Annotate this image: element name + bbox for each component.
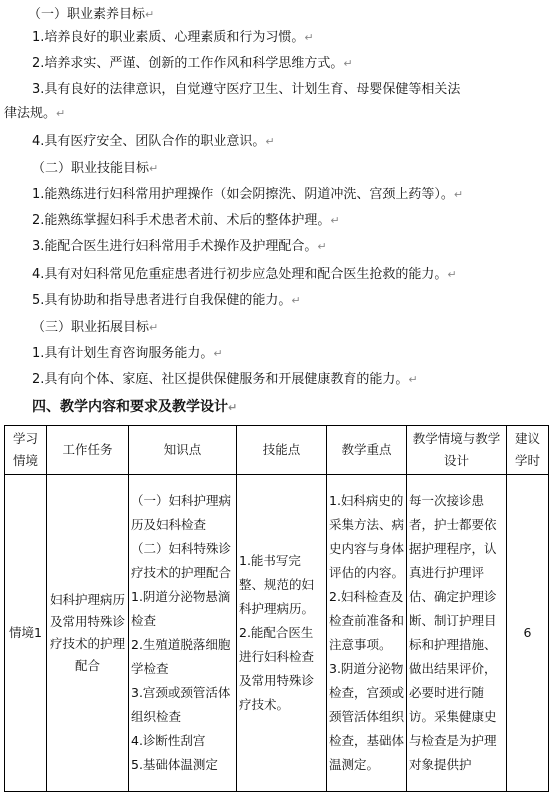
section-heading-1: （一）职业素养目标↵	[28, 7, 155, 22]
cell-task: 妇科护理病历及常用特殊诊疗技术的护理配合	[47, 475, 129, 792]
header-design: 教学情境与教学设计	[407, 426, 507, 475]
knowledge-item: （一）妇科护理病历及妇科检查	[131, 493, 232, 532]
header-focus: 教学重点	[327, 426, 407, 475]
cell-focus	[327, 475, 407, 792]
table-heading: 四、教学内容和要求及教学设计↵	[32, 399, 238, 415]
s2-item-5: 5.具有协助和指导患者进行自我保健的能力。↵	[32, 293, 301, 308]
cell-design	[407, 475, 507, 792]
knowledge-item: 1.阴道分泌物悬滴检查	[131, 589, 231, 628]
s3-item-2: 2.具有向个体、家庭、社区提供保健服务和开展健康教育的能力。↵	[32, 372, 418, 387]
skill-item: 2.能配合医生进行妇科检查及常用特殊诊疗技术。	[239, 625, 315, 712]
skill-item: 1.能书写完整、规范的妇科护理病历。	[239, 553, 315, 616]
cell-hours: 6	[507, 475, 549, 792]
s2-item-2: 2.能熟练掌握妇科手术患者术前、术后的整体护理。↵	[32, 213, 340, 228]
s1-item-3: 3.具有良好的法律意识，自觉遵守医疗卫生、计划生育、母婴保健等相关法	[32, 82, 461, 97]
s1-item-3-cont: 律法规。↵	[4, 106, 66, 121]
header-task: 工作任务	[47, 426, 129, 475]
header-skills: 技能点	[237, 426, 327, 475]
knowledge-item: 3.宫颈或颈管活体组织检查	[131, 685, 231, 724]
s1-item-2: 2.培养求实、严谨、创新的工作作风和科学思维方式。↵	[32, 56, 353, 71]
knowledge-item: 4.诊断性刮宫	[131, 733, 206, 748]
cell-situation: 情境1	[5, 475, 47, 792]
section-heading-3: （三）职业拓展目标↵	[32, 320, 159, 335]
knowledge-item: 5.基础体温测定	[131, 757, 218, 772]
cell-skills	[237, 475, 327, 792]
header-knowledge: 知识点	[129, 426, 237, 475]
s1-item-4: 4.具有医疗安全、团队合作的职业意识。↵	[32, 134, 275, 149]
s2-item-1: 1.能熟练进行妇科常用护理操作（如会阴擦洗、阴道冲洗、宫颈上药等）。↵	[32, 187, 464, 202]
s2-item-3: 3.能配合医生进行妇科常用手术操作及护理配合。↵	[32, 239, 327, 254]
focus-item: 3.阴道分泌物检查，宫颈或颈管活体组织检查，基础体温测定。	[329, 661, 405, 772]
section-heading-2: （二）职业技能目标↵	[32, 161, 159, 176]
s1-item-1: 1.培养良好的职业素质、心理素质和行为习惯。↵	[32, 30, 314, 45]
course-table	[4, 425, 549, 792]
header-situation: 学习情境	[5, 426, 47, 475]
knowledge-item: （二）妇科特殊诊疗技术的护理配合	[131, 541, 232, 580]
header-hours: 建议学时	[507, 426, 549, 475]
table-row	[5, 475, 549, 792]
s2-item-4: 4.具有对妇科常见危重症患者进行初步应急处理和配合医生抢救的能力。↵	[32, 267, 457, 282]
knowledge-item: 2.生殖道脱落细胞学检查	[131, 637, 231, 676]
s3-item-1: 1.具有计划生育咨询服务能力。↵	[32, 346, 223, 361]
table-header-row	[5, 426, 549, 475]
focus-item: 2.妇科检查及检查前准备和注意事项。	[329, 589, 405, 652]
focus-item: 1.妇科病史的采集方法、病史内容与身体评估的内容。	[329, 493, 405, 580]
design-text: 每一次接诊患者，护士都要依据护理程序，认真进行护理评估、确定护理诊断、制订护理目标和护理措施、做出结果评价，必要时进行随访。采集健康史与检查是为护理对象提供护	[409, 493, 497, 772]
cell-knowledge	[129, 475, 237, 792]
